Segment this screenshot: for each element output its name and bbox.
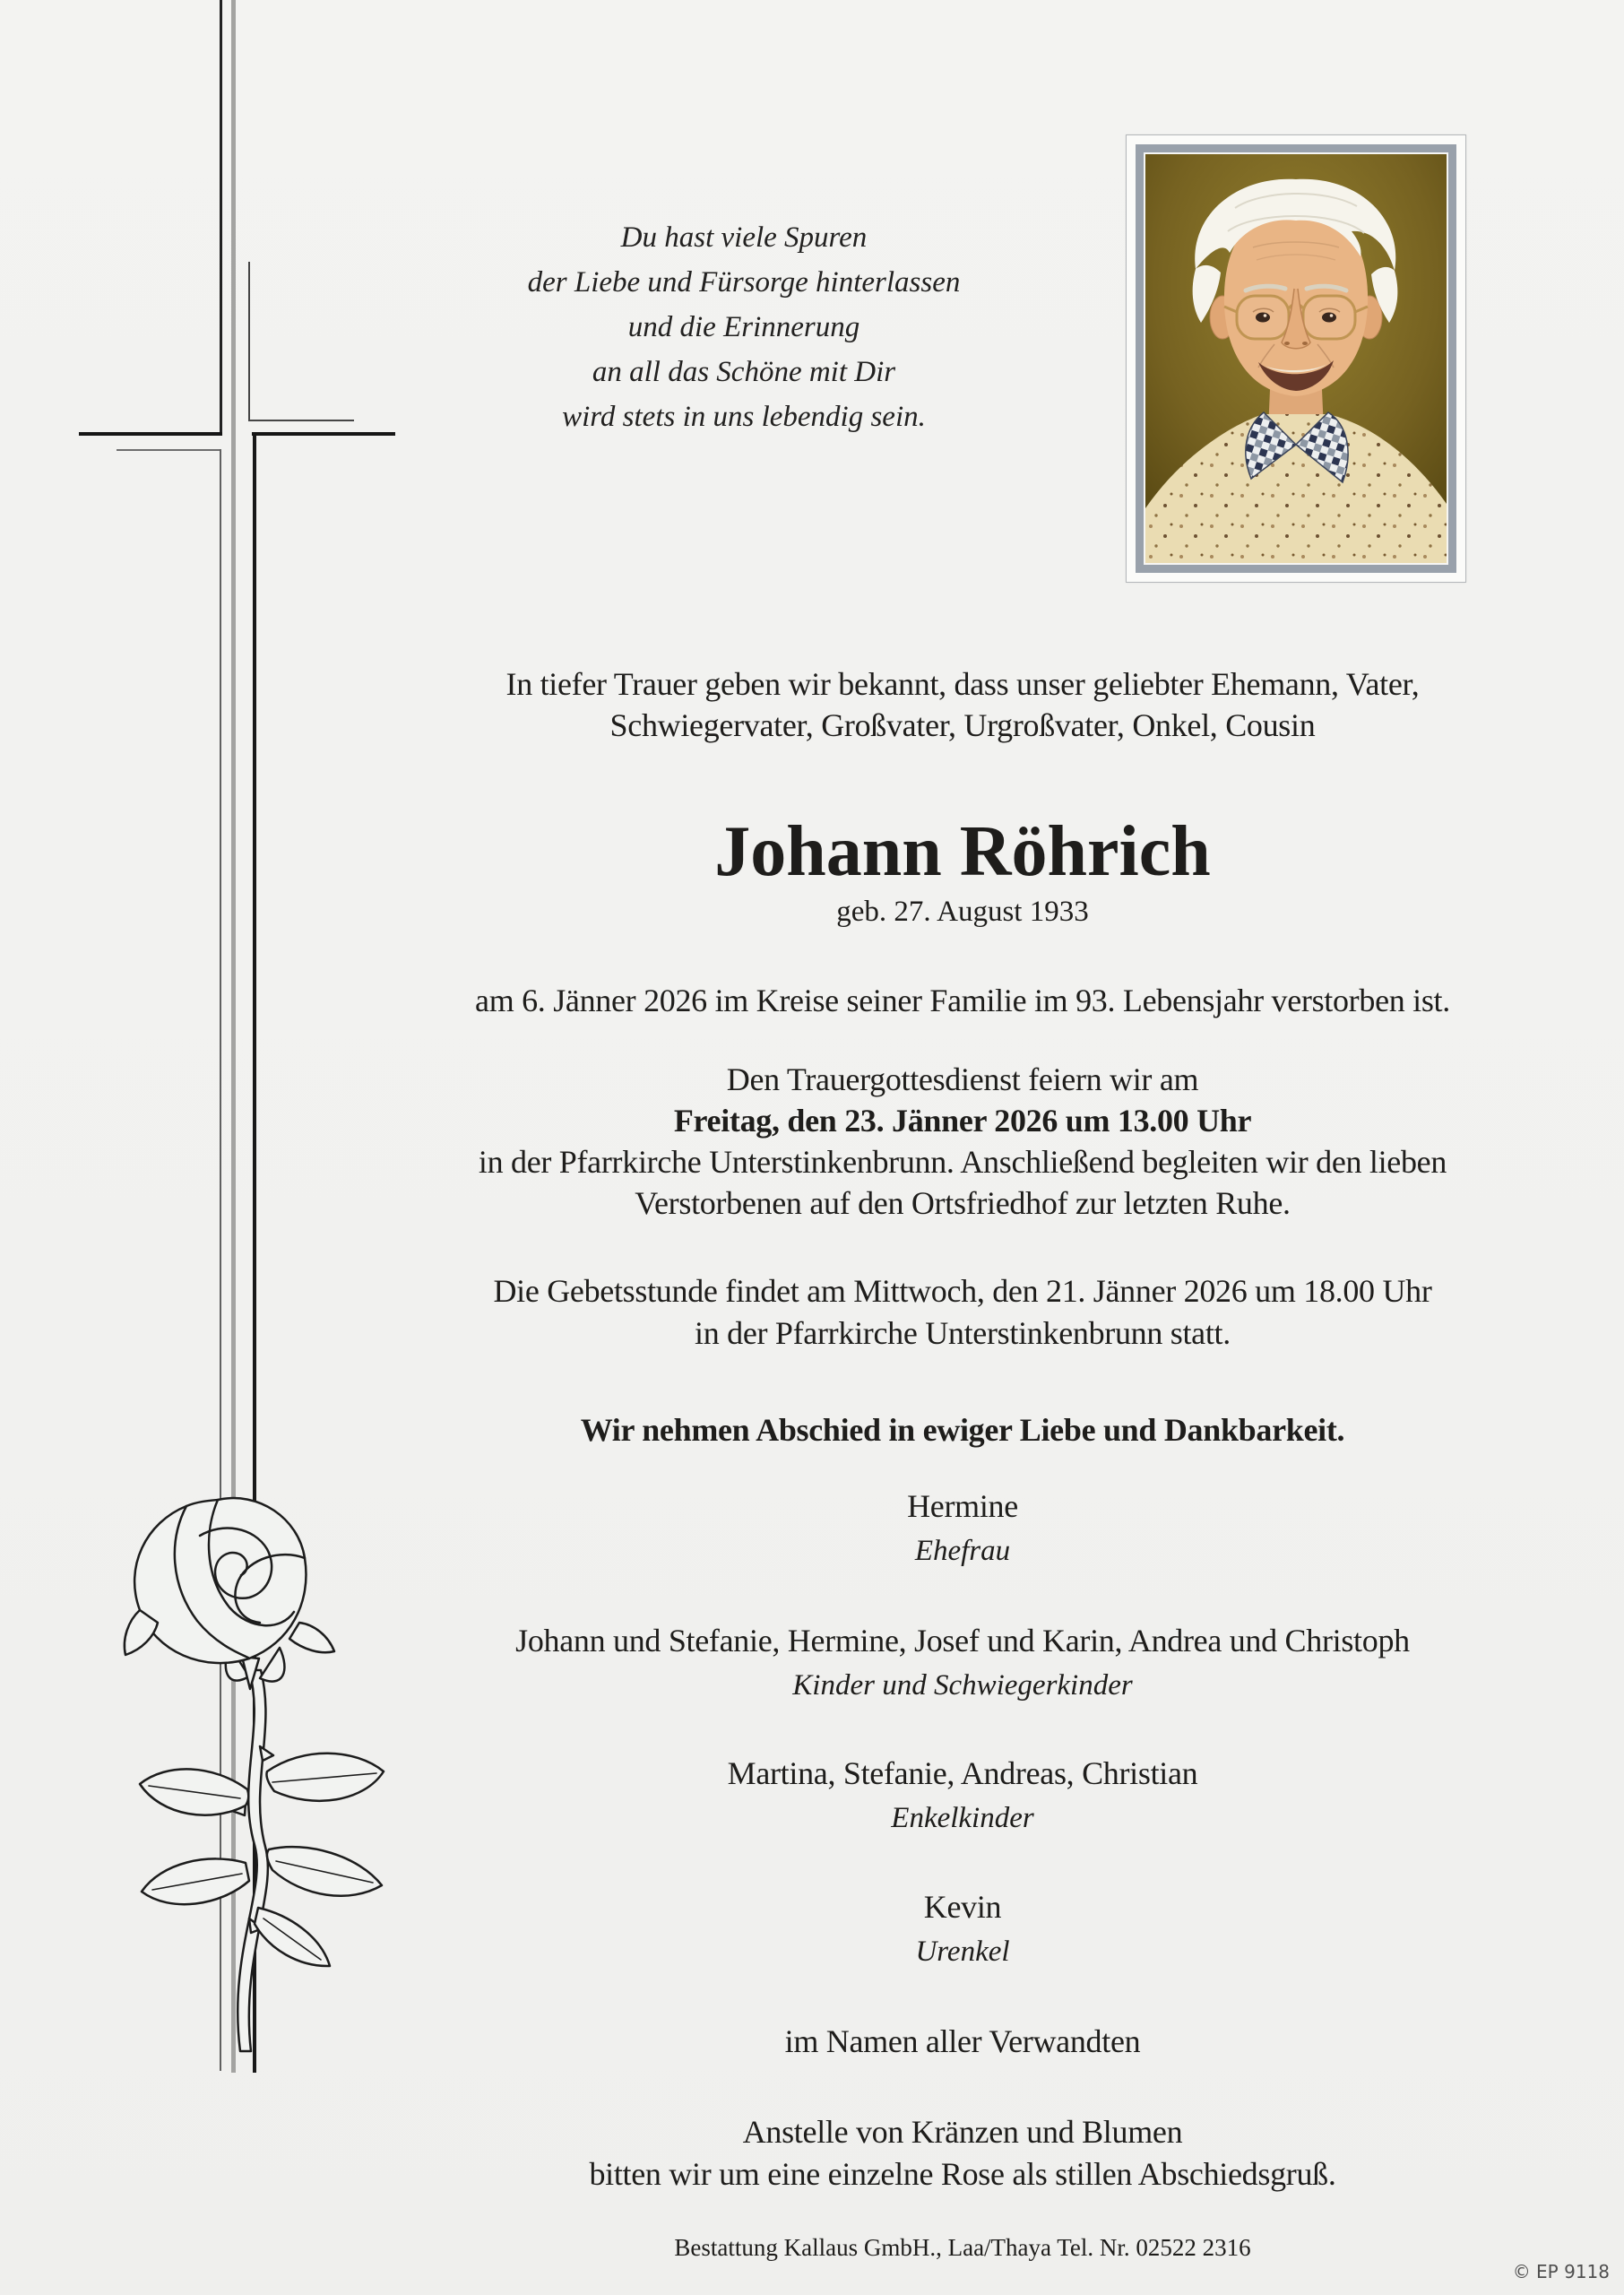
request-line-2: bitten wir um eine einzelne Rose als stillen Abschiedsgruß. bbox=[589, 2156, 1336, 2192]
rose-illustration bbox=[115, 1486, 412, 2069]
poem-line: der Liebe und Fürsorge hinterlassen bbox=[527, 266, 961, 299]
mourner-relation: Urenkel bbox=[915, 1936, 1010, 1968]
poem bbox=[385, 215, 1102, 439]
poem-line: und die Erinnerung bbox=[627, 311, 860, 343]
mourner-block bbox=[302, 1886, 1623, 1971]
cross-horizontal-thin-right bbox=[248, 420, 354, 421]
service-line-4: Verstorbenen auf den Ortsfriedhof zur letzten Ruhe. bbox=[635, 1185, 1291, 1221]
poem-line: an all das Schöne mit Dir bbox=[592, 356, 896, 388]
mourner-names: Martina, Stefanie, Andreas, Christian bbox=[727, 1755, 1198, 1791]
mourner-block bbox=[302, 1485, 1623, 1571]
farewell-statement: Wir nehmen Abschied in ewiger Liebe und Dankbarkeit. bbox=[580, 1412, 1345, 1448]
cross-vertical-thin-right bbox=[248, 262, 250, 421]
poem-line: wird stets in uns lebendig sein. bbox=[562, 401, 926, 433]
service-details bbox=[302, 1059, 1623, 1224]
cross-arm-right bbox=[252, 432, 395, 436]
closing-statement: im Namen aller Verwandten bbox=[784, 2023, 1141, 2059]
portrait-frame bbox=[1126, 134, 1466, 583]
deceased-name: Johann Röhrich bbox=[714, 812, 1211, 891]
prayer-line-2: in der Pfarrkirche Unterstinkenbrunn statt. bbox=[695, 1315, 1231, 1351]
prayer-line-1: Die Gebetsstunde findet am Mittwoch, den 21. Jänner 2026 um 18.00 Uhr bbox=[493, 1273, 1432, 1309]
mourner-block bbox=[302, 1620, 1623, 1705]
poem-line: Du hast viele Spuren bbox=[620, 221, 868, 254]
service-line-1: Den Trauergottesdienst feiern wir am bbox=[726, 1061, 1199, 1097]
mourner-relation: Ehefrau bbox=[914, 1535, 1011, 1567]
funeral-home-footer: Bestattung Kallaus GmbH., Laa/Thaya Tel. Nr. 02522 2316 bbox=[674, 2234, 1251, 2261]
request-line-1: Anstelle von Kränzen und Blumen bbox=[742, 2114, 1183, 2150]
intro-line-1: In tiefer Trauer geben wir bekannt, dass unser geliebter Ehemann, Vater, bbox=[505, 666, 1420, 702]
mourner-names: Johann und Stefanie, Hermine, Josef und Karin, Andrea und Christoph bbox=[515, 1623, 1410, 1658]
portrait-illustration bbox=[1145, 154, 1447, 563]
print-code: © EP 9118 bbox=[1512, 2261, 1610, 2282]
cross-horizontal-thin-left bbox=[117, 449, 221, 451]
announcement-intro bbox=[302, 663, 1623, 746]
mourner-names: Kevin bbox=[923, 1889, 1002, 1925]
death-statement: am 6. Jänner 2026 im Kreise seiner Familie im 93. Lebensjahr verstorben ist. bbox=[475, 983, 1450, 1018]
portrait-photo bbox=[1136, 144, 1456, 573]
mourner-relation: Enkelkinder bbox=[891, 1802, 1034, 1834]
mourner-relation: Kinder und Schwiegerkinder bbox=[792, 1669, 1133, 1702]
mourner-block bbox=[302, 1753, 1623, 1838]
intro-line-2: Schwiegervater, Großvater, Urgroßvater, Onkel, Cousin bbox=[609, 707, 1316, 743]
cross-arm-left bbox=[79, 432, 222, 436]
funeral-datetime: Freitag, den 23. Jänner 2026 um 13.00 Uhr bbox=[673, 1103, 1252, 1139]
rose-request bbox=[302, 2111, 1623, 2195]
cross-vertical-black-top bbox=[220, 0, 222, 434]
service-line-3: in der Pfarrkirche Unterstinkenbrunn. Anschließend begleiten wir den lieben bbox=[478, 1144, 1447, 1180]
birth-date: geb. 27. August 1933 bbox=[836, 896, 1089, 928]
prayer-details bbox=[302, 1270, 1623, 1355]
mourner-names: Hermine bbox=[907, 1488, 1018, 1524]
